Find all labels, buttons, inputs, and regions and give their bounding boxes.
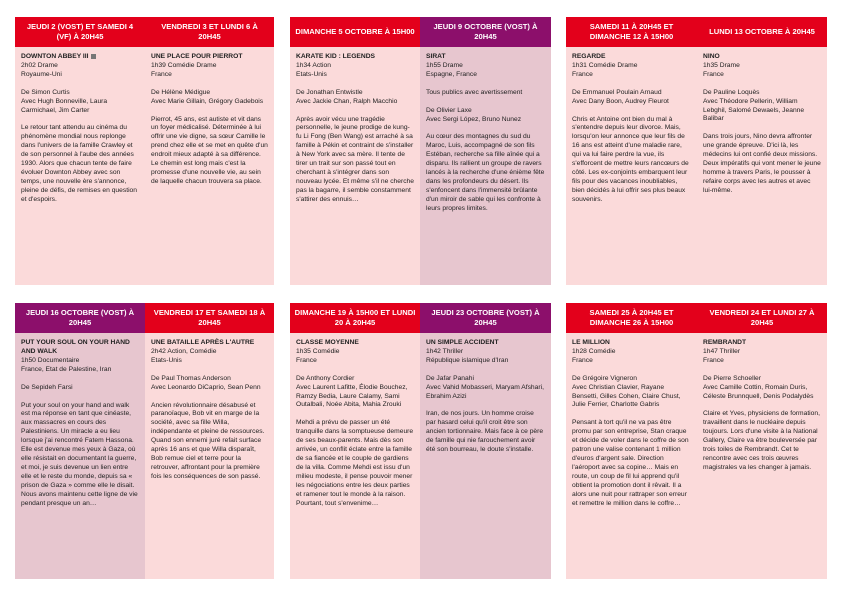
film-synopsis: Iran, de nos jours. Un homme croise par hasard celui qu'il croit être son ancien tortionnaire. Mais face à ce père de famille qui nie farouchement avoir été son bourreau, le doute s'installe. (426, 410, 544, 454)
film-synopsis: Pensant à tort qu'il ne va pas être promu par son entreprise, Stan craque et décide de voler dans le coffre de son patron une valise contenant 1 million d'euros d'argent sale. Direction l'aéroport avec sa copine… Mais en route, un coup de fil lui apprend qu'il obtient la promotion dont il rêvait. Il a alors une nuit pour rattraper son erreur et remettre le million dans le coffre… (572, 419, 689, 507)
card-header: DIMANCHE 19 À 15H00 ET LUNDI 20 À 20H45 (290, 303, 420, 333)
film-duration-genre: 1h42 Thriller (426, 347, 464, 355)
card-header: JEUDI 2 (VOST) ET SAMEDI 4 (VF) À 20H45 (15, 17, 145, 47)
film-director: De Simon Curtis (21, 88, 70, 96)
film-director: De Paul Thomas Anderson (151, 374, 231, 382)
film-title: KARATE KID : LEGENDS (296, 53, 376, 60)
card-un-simple-accident (420, 303, 551, 579)
film-director: De Jonathan Entwistle (296, 88, 363, 96)
film-cast: Avec Hugh Bonneville, Laura Carmichael, Jim Carter (21, 97, 108, 114)
film-rating: Tous publics avec avertissement (426, 88, 523, 96)
film-cast: Avec Théodore Pellerin, William Lebghil, Salomé Dewaels, Jeanne Balibar (703, 97, 805, 123)
film-title: LE MILLION (572, 339, 610, 346)
film-cast: Avec Camille Cottin, Romain Duris, Céleste Brunnquell, Denis Podalydès (703, 383, 814, 400)
film-country: Espagne, France (426, 70, 477, 78)
film-country: Royaume-Uni (21, 70, 62, 78)
film-cast: Avec Vahid Mobasseri, Maryam Afshari, Ebrahim Azizi (426, 383, 544, 400)
film-duration-genre: 2h42 Action, Comédie (151, 347, 217, 355)
card-put-your-soul (15, 303, 145, 579)
film-country: Etats-Unis (151, 356, 182, 364)
film-duration-genre: 1h31 Comédie Drame (572, 61, 638, 69)
film-duration-genre: 1h50 Documentaire (21, 356, 80, 364)
film-title: SIRAT (426, 53, 446, 60)
film-director: De Emmanuel Poulain Arnaud (572, 88, 662, 96)
card-classe-moyenne (290, 303, 420, 579)
card-rembrandt (697, 303, 827, 579)
film-cast: Avec Christian Clavier, Rayane Bensetti, Gilles Cohen, Claire Chust, Julie Ferrier, Charlotte Gabris (572, 383, 681, 409)
film-director: De Jafar Panahi (426, 374, 474, 382)
card-le-million (566, 303, 697, 579)
film-country: République islamique d'Iran (426, 356, 509, 364)
film-synopsis: Put your soul on your hand and walk est ma réponse en tant que cinéaste, aux massacres en cours des Palestiniens. Un miracle a eu lieu lorsque j'ai rencontré Fatem Hassona. Elle est devenue mes yeux à Gaza, où elle résistait en documentant la guerre, et moi, je suis devenue un lien entre elle et le reste du monde, depuis sa « prison de Gaza » comme elle le disait. Nous avons maintenu cette ligne de vie pendant presque un an… (21, 401, 138, 507)
film-duration-genre: 2h02 Drame (21, 61, 58, 69)
film-country: Etats-Unis (296, 70, 327, 78)
film-duration-genre: 1h35 Comédie (296, 347, 340, 355)
card-une-bataille-apres-l-autre (145, 303, 274, 579)
film-synopsis: Après avoir vécu une tragédie personnelle, le jeune prodige de kung-fu Li Fong (Ben Wang) est arraché à sa famille à Pékin et contraint de s'installer à New York avec sa mère. Il tente de tirer un trait sur son passé tout en cherchant à s'intégrer dans son nouveau lycée. Et même s'il ne cherche pas la bagarre, il semble constamment s'attirer des ennuis… (296, 115, 414, 203)
film-synopsis: Le retour tant attendu au cinéma du phénomène mondial nous replonge dans l'univers de la famille Crawley et de son personnel à l'aube des années 1930. Alors que chacun tente de faire évoluer Downton Abbey avec son temps, une nouvelle ère s'annonce, pleine de défis, de remises en question et d'espoirs. (21, 124, 137, 203)
film-duration-genre: 1h55 Drame (426, 61, 463, 69)
film-title: REGARDE (572, 53, 606, 60)
card-header: SAMEDI 25 À 20H45 ET DIMANCHE 26 À 15H00 (566, 303, 697, 333)
film-duration-genre: 1h34 Action (296, 61, 331, 69)
card-nino (697, 17, 827, 285)
film-duration-genre: 1h39 Comédie Drame (151, 61, 217, 69)
card-header: JEUDI 9 OCTOBRE (VOST) À 20H45 (420, 17, 551, 47)
card-header: VENDREDI 3 ET LUNDI 6 À 20H45 (145, 17, 274, 47)
square-icon (91, 54, 96, 59)
film-synopsis: Mehdi a prévu de passer un été tranquille dans la somptueuse demeure de ses beaux-parents. Mais dès son arrivée, un conflit éclate entre la famille de sa fiancée et le couple de gardiens de la villa. Comme Mehdi est issu d'un milieu modeste, il pense pouvoir mener les négociations entre les deux parties et ramener tout le monde à la raison. Pourtant, tout s'envenime… (296, 419, 414, 507)
film-country: France (703, 356, 724, 364)
card-header: VENDREDI 17 ET SAMEDI 18 À 20H45 (145, 303, 274, 333)
film-duration-genre: 1h35 Drame (703, 61, 740, 69)
film-duration-genre: 1h28 Comédie (572, 347, 616, 355)
film-title: REMBRANDT (703, 339, 747, 346)
film-title: PUT YOUR SOUL ON YOUR HAND AND WALK (21, 339, 130, 355)
film-director: De Pierre Schoeller (703, 374, 761, 382)
film-director: De Grégoire Vigneron (572, 374, 637, 382)
film-synopsis: Chris et Antoine ont bien du mal à s'entendre depuis leur divorce. Mais, lorsqu'on leur annonce que leur fils de 16 ans est atteint d'une maladie rare, qui va lui faire perdre la vue, ils s'efforcent de mettre leurs rancœurs de côté. Les ex-conjoints embarquent leur fils pour des vacances inoubliables, bien décidés à lui offrir ses plus beaux souvenirs. (572, 115, 689, 203)
film-director: De Hélène Médigue (151, 88, 211, 96)
film-cast: Avec Laurent Lafitte, Élodie Bouchez, Ramzy Bedia, Laure Calamy, Sami Outalbali, Noée Abita, Mahia Zrouki (296, 383, 408, 409)
card-header: JEUDI 16 OCTOBRE (VOST) À 20H45 (15, 303, 145, 333)
film-cast: Avec Leonardo DiCaprio, Sean Penn (151, 383, 261, 391)
film-synopsis: Au cœur des montagnes du sud du Maroc, Luis, accompagné de son fils Estéban, recherche sa fille aînée qui a disparu. Ils rallient un groupe de ravers lancés à la recherche d'une énième fête dans les profondeurs du désert. Ils s'enfoncent dans l'immensité brûlante d'un miroir de sable qui les confronte à leurs propres limites. (426, 133, 545, 212)
film-country: France (572, 356, 593, 364)
card-header: SAMEDI 11 À 20H45 ET DIMANCHE 12 À 15H00 (566, 17, 697, 47)
film-cast: Avec Dany Boon, Audrey Fleurot (572, 97, 669, 105)
card-regarde (566, 17, 697, 285)
card-downton-abbey (15, 17, 145, 285)
film-director: De Olivier Laxe (426, 106, 472, 114)
card-sirat (420, 17, 551, 285)
film-title: CLASSE MOYENNE (296, 339, 359, 346)
film-synopsis: Claire et Yves, physiciens de formation, travaillent dans le nucléaire depuis toujours. Lors d'une visite à la National Gallery, Claire va être bouleversée par trois toiles de Rembrandt. Cet te rencontre avec ces trois œuvres magistrales va les changer à jamais. (703, 410, 820, 471)
card-header: LUNDI 13 OCTOBRE À 20H45 (697, 17, 827, 47)
film-cast: Avec Sergi López, Bruno Nunez (426, 115, 522, 123)
card-karate-kid-legends (290, 17, 420, 285)
film-country: France (296, 356, 317, 364)
film-synopsis: Ancien révolutionnaire désabusé et paranoïaque, Bob vit en marge de la société, avec sa fille Willa, indépendante et pleine de ressources. Quand son ennemi juré refait surface après 16 ans et que Willa disparaît, Bob remue ciel et terre pour la retrouver, affrontant pour la première fois les conséquences de son passé. (151, 401, 265, 480)
film-cast: Avec Marie Gillain, Grégory Gadebois (151, 97, 264, 105)
film-title: UNE PLACE POUR PIERROT (151, 53, 243, 60)
card-header: DIMANCHE 5 OCTOBRE À 15H00 (290, 17, 420, 47)
film-country: France (703, 70, 724, 78)
film-synopsis: Dans trois jours, Nino devra affronter une grande épreuve. D'ici là, les médecins lui ont confié deux missions. Deux impératifs qui vont mener le jeune homme à travers Paris, le pousser à refaire corps avec les autres et avec lui-même. (703, 133, 821, 194)
film-title: NINO (703, 53, 720, 60)
card-une-place-pour-pierrot (145, 17, 274, 285)
card-header: VENDREDI 24 ET LUNDI 27 À 20H45 (697, 303, 827, 333)
film-director: De Sepideh Farsi (21, 383, 73, 391)
film-duration-genre: 1h47 Thriller (703, 347, 741, 355)
film-director: De Pauline Loquès (703, 88, 760, 96)
film-country: France (572, 70, 593, 78)
card-header: JEUDI 23 OCTOBRE (VOST) À 20H45 (420, 303, 551, 333)
film-country: France (151, 70, 172, 78)
film-title: DOWNTON ABBEY III (21, 53, 139, 62)
film-cast: Avec Jackie Chan, Ralph Macchio (296, 97, 398, 105)
film-synopsis: Pierrot, 45 ans, est autiste et vit dans un foyer médicalisé. Déterminée à lui offrir une vie digne, sa sœur Camille le prend chez elle et se met en quête d'un endroit mieux adapté à sa différence. Le chemin est long mais c'est la promesse d'une nouvelle vie, au sein de laquelle chacun trouvera sa place. (151, 115, 268, 185)
film-title: UN SIMPLE ACCIDENT (426, 339, 499, 346)
film-director: De Anthony Cordier (296, 374, 355, 382)
film-country: France, Etat de Palestine, Iran (21, 365, 112, 373)
film-title: UNE BATAILLE APRÈS L'AUTRE (151, 339, 255, 346)
